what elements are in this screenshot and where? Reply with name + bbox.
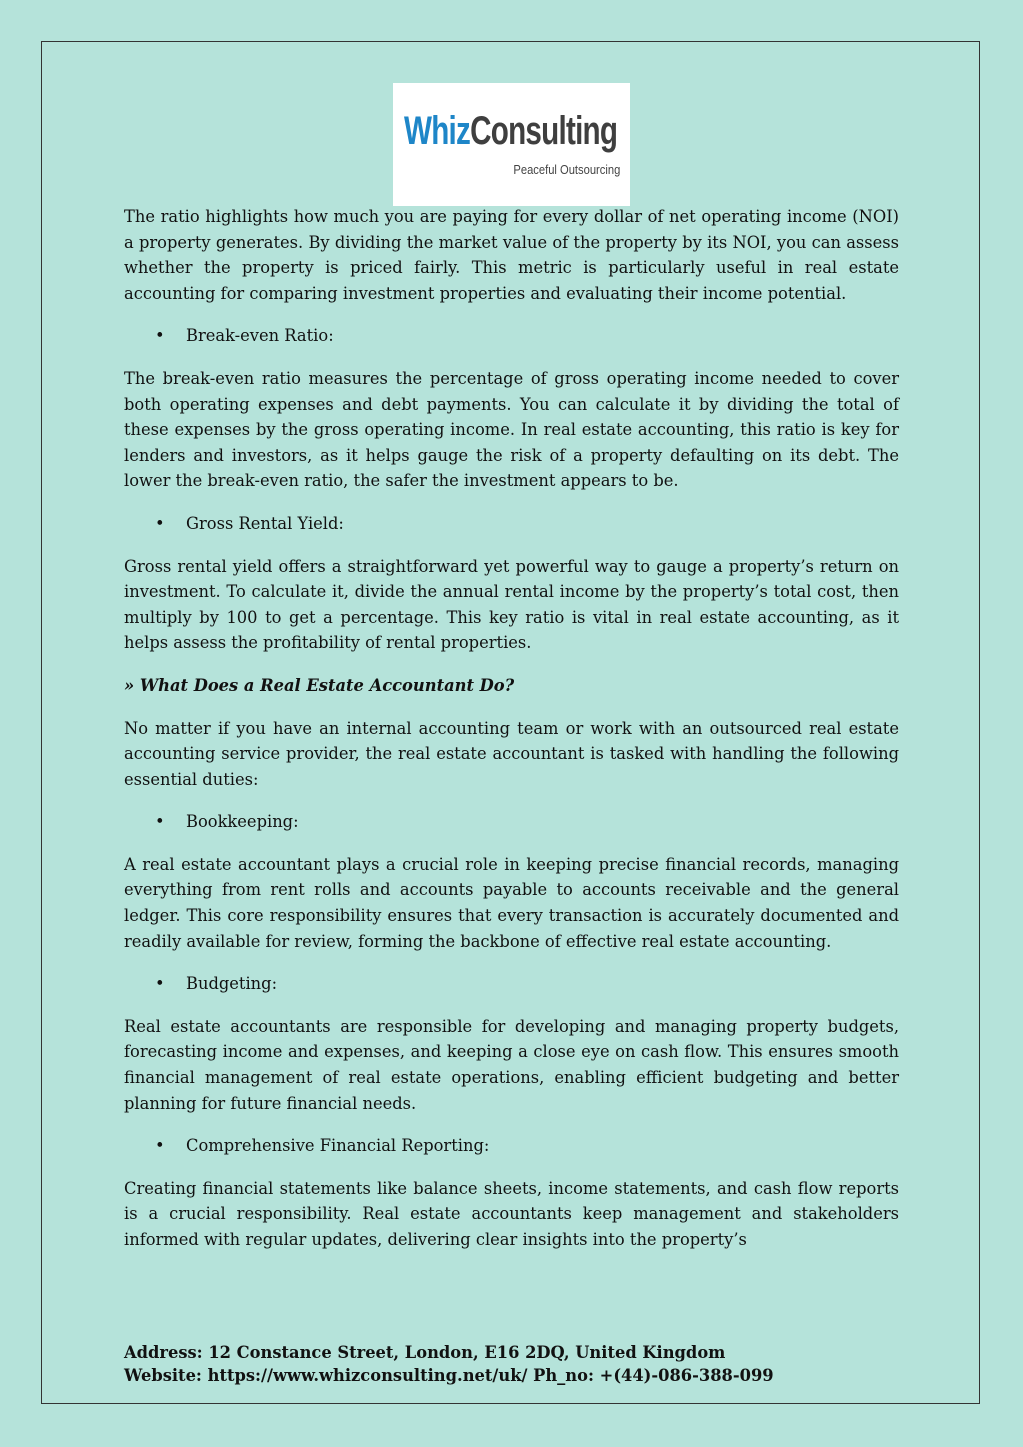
footer-address: Address: 12 Constance Street, London, E16 2DQ, United Kingdom [124, 1343, 726, 1362]
article-body [124, 204, 899, 1270]
bullet-icon: • [155, 326, 165, 346]
logo-wordmark [404, 109, 617, 153]
list-item [124, 511, 899, 537]
paragraph: No matter if you have an internal accounting team or work with an outsourced real estate accounting service provider, the real estate accountant is tasked with handling the following essential duties: [124, 718, 899, 789]
bullet-icon: • [155, 974, 165, 994]
logo-tagline: Peaceful Outsourcing [513, 162, 620, 177]
list-item-label: Gross Rental Yield: [186, 513, 344, 533]
page-footer [124, 1341, 774, 1387]
paragraph: The break-even ratio measures the percentage of gross operating income needed to cover both operating expenses and debt payments. You can calculate it by dividing the total of these expenses by the gross operating income. In real estate accounting, this ratio is key for lenders and investors, as it helps gauge the risk of a property defaulting on its debt. The lower the break-even ratio, the safer the investment appears to be. [124, 368, 899, 491]
paragraph: A real estate accountant plays a crucial role in keeping precise financial records, managing everything from rent rolls and accounts payable to accounts receivable and the general ledger. This core responsibility ensures that every transaction is accurately documented and readily available for review, forming the backbone of effective real estate accounting. [124, 854, 899, 951]
list-item-label: Comprehensive Financial Reporting: [186, 1136, 490, 1156]
logo-whiz: Whiz [404, 109, 471, 153]
company-logo [393, 83, 630, 206]
paragraph: Creating financial statements like balance sheets, income statements, and cash flow reports is a crucial responsibility. Real estate accountants keep management and stakeholders informed with regular updates, delivering clear insights into the property’s [124, 1178, 899, 1249]
bullet-icon: • [155, 1136, 165, 1156]
list-item [124, 323, 899, 349]
list-item-label: Break-even Ratio: [186, 326, 334, 346]
footer-website: Website: https://www.whizconsulting.net/uk/ Ph_no: +(44)-086-388-099 [124, 1366, 774, 1385]
paragraph: Gross rental yield offers a straightforward yet powerful way to gauge a property’s return on investment. To calculate it, divide the annual rental income by the property’s total cost, then multiply by 100 to get a percentage. This key ratio is vital in real estate accounting, as it helps assess the profitability of rental properties. [124, 556, 899, 653]
paragraph: Real estate accountants are responsible for developing and managing property budgets, forecasting income and expenses, and keeping a close eye on cash flow. This ensures smooth financial management of real estate operations, enabling efficient budgeting and better planning for future financial needs. [124, 1016, 899, 1113]
list-item-label: Bookkeeping: [186, 812, 299, 832]
list-item-label: Budgeting: [186, 974, 278, 994]
bullet-icon: • [155, 812, 165, 832]
logo-consulting: Consulting [470, 109, 618, 153]
paragraph: The ratio highlights how much you are paying for every dollar of net operating income (NOI) a property generates. By dividing the market value of the property by its NOI, you can assess whether the property is priced fairly. This metric is particularly useful in real estate accounting for comparing investment properties and evaluating their income potential. [124, 207, 899, 303]
bullet-icon: • [155, 513, 165, 533]
list-item [124, 971, 899, 997]
section-heading: » What Does a Real Estate Accountant Do? [124, 675, 515, 695]
list-item [124, 809, 899, 835]
list-item [124, 1133, 899, 1159]
